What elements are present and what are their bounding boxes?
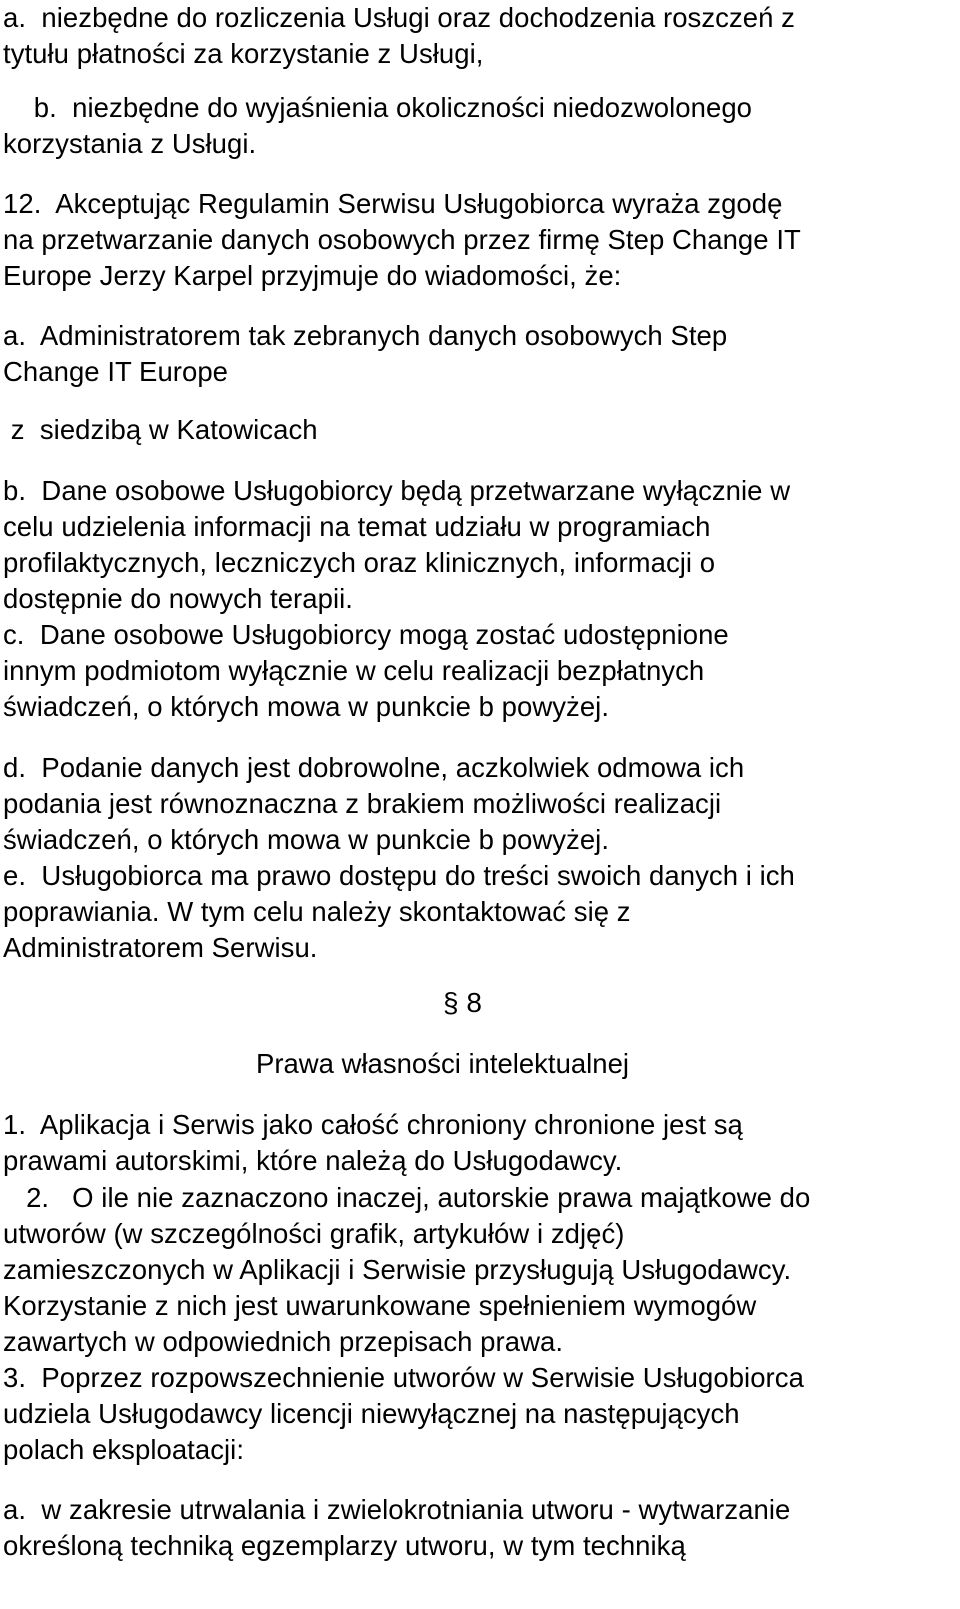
text-line: prawami autorskimi, które należą do Usługodawcy.	[3, 1145, 623, 1176]
text-line: 3. Poprzez rozpowszechnienie utworów w Serwisie Usługobiorca	[3, 1362, 804, 1393]
text-line: z siedzibą w Katowicach	[3, 414, 318, 445]
text-line: b. niezbędne do wyjaśnienia okoliczności niedozwolonego	[3, 92, 753, 123]
text-line: c. Dane osobowe Usługobiorcy mogą zostać udostępnione	[3, 619, 729, 650]
text-line: Administratorem Serwisu.	[3, 932, 318, 963]
text-line: Europe Jerzy Karpel przyjmuje do wiadomości, że:	[3, 260, 622, 291]
text-line: profilaktycznych, leczniczych oraz klinicznych, informacji o	[3, 547, 716, 578]
text-line: na przetwarzanie danych osobowych przez firmę Step Change IT	[3, 224, 801, 255]
text-line: określoną techniką egzemplarzy utworu, w tym techniką	[3, 1530, 686, 1561]
text-line: 1. Aplikacja i Serwis jako całość chroniony chronione jest są	[3, 1109, 743, 1140]
text-line: polach eksploatacji:	[3, 1434, 245, 1465]
section-number: § 8	[443, 987, 482, 1018]
text-line: a. w zakresie utrwalania i zwielokrotniania utworu - wytwarzanie	[3, 1494, 791, 1525]
text-line: a. niezbędne do rozliczenia Usługi oraz dochodzenia roszczeń z	[3, 2, 795, 33]
text-line: innym podmiotom wyłącznie w celu realizacji bezpłatnych	[3, 655, 705, 686]
text-line: 12. Akceptując Regulamin Serwisu Usługobiorca wyraża zgodę	[3, 188, 783, 219]
text-line: korzystania z Usługi.	[3, 128, 257, 159]
text-line: podania jest równoznaczna z brakiem możliwości realizacji	[3, 788, 722, 819]
text-line: celu udzielenia informacji na temat udziału w programiach	[3, 511, 711, 542]
text-line: zamieszczonych w Aplikacji i Serwisie przysługują Usługodawcy.	[3, 1254, 792, 1285]
text-line: świadczeń, o których mowa w punkcie b powyżej.	[3, 691, 610, 722]
text-line: a. Administratorem tak zebranych danych osobowych Step	[3, 320, 728, 351]
text-line: dostępnie do nowych terapii.	[3, 583, 353, 614]
section-title: Prawa własności intelektualnej	[256, 1048, 629, 1079]
text-line: tytułu płatności za korzystanie z Usługi,	[3, 38, 484, 69]
text-line: Korzystanie z nich jest uwarunkowane spełnieniem wymogów	[3, 1290, 757, 1321]
text-line: Change IT Europe	[3, 356, 229, 387]
text-line: poprawiania. W tym celu należy skontaktować się z	[3, 896, 631, 927]
text-line: d. Podanie danych jest dobrowolne, aczkolwiek odmowa ich	[3, 752, 745, 783]
text-line: b. Dane osobowe Usługobiorcy będą przetwarzane wyłącznie w	[3, 475, 791, 506]
text-line: utworów (w szczególności grafik, artykułów i zdjęć)	[3, 1218, 625, 1249]
text-line: świadczeń, o których mowa w punkcie b powyżej.	[3, 824, 610, 855]
text-line: udziela Usługodawcy licencji niewyłącznej na następujących	[3, 1398, 740, 1429]
text-line: zawartych w odpowiednich przepisach prawa.	[3, 1326, 564, 1357]
text-line: e. Usługobiorca ma prawo dostępu do treści swoich danych i ich	[3, 860, 795, 891]
text-line: 2. O ile nie zaznaczono inaczej, autorskie prawa majątkowe do	[3, 1182, 811, 1213]
